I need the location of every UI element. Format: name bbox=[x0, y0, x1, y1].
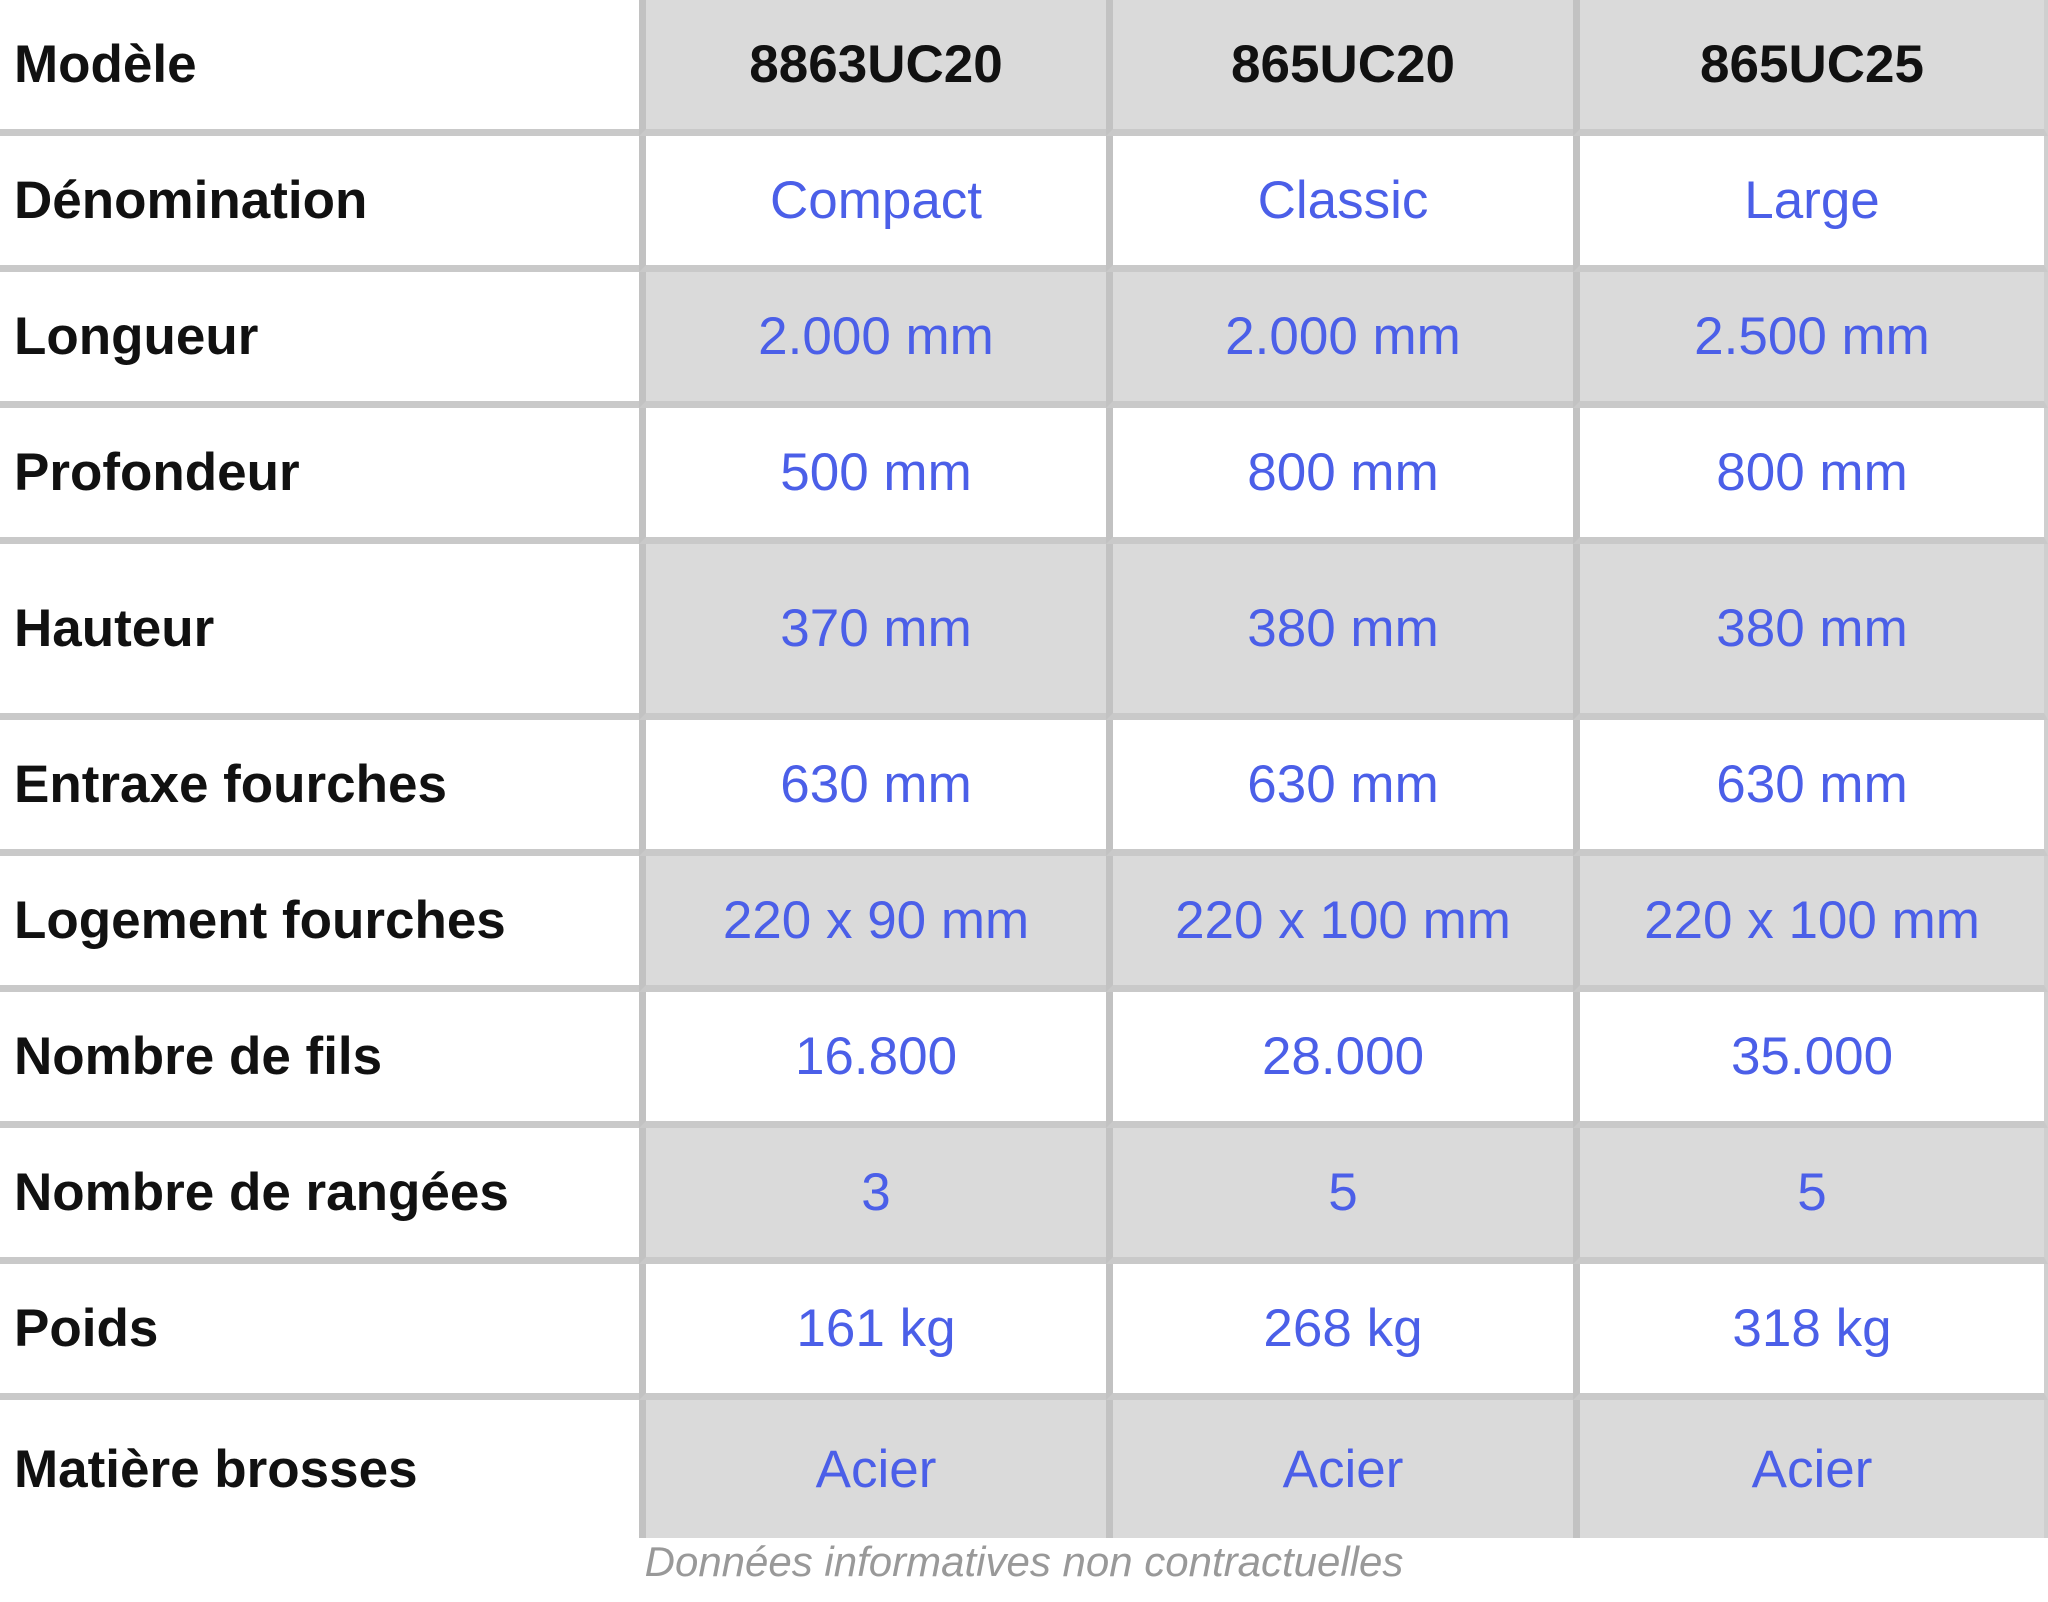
table-cell: 220 x 100 mm bbox=[1573, 856, 2048, 992]
table-cell: 500 mm bbox=[639, 408, 1106, 544]
table-cell: Acier bbox=[639, 1400, 1106, 1538]
table-cell: Classic bbox=[1106, 136, 1573, 272]
table-cell: 28.000 bbox=[1106, 992, 1573, 1128]
model-header-1: 8863UC20 bbox=[639, 0, 1106, 136]
model-header-2: 865UC20 bbox=[1106, 0, 1573, 136]
table-cell: 5 bbox=[1573, 1128, 2048, 1264]
row-label: Hauteur bbox=[0, 544, 639, 720]
table-cell: 161 kg bbox=[639, 1264, 1106, 1400]
table-cell: 630 mm bbox=[1573, 720, 2048, 856]
row-label: Matière brosses bbox=[0, 1400, 639, 1538]
table-cell: 2.500 mm bbox=[1573, 272, 2048, 408]
table-cell: Compact bbox=[639, 136, 1106, 272]
table-cell: Acier bbox=[1573, 1400, 2048, 1538]
table-cell: 220 x 100 mm bbox=[1106, 856, 1573, 992]
row-label: Profondeur bbox=[0, 408, 639, 544]
table-cell: 630 mm bbox=[1106, 720, 1573, 856]
model-header-3: 865UC25 bbox=[1573, 0, 2048, 136]
table-cell: 800 mm bbox=[1106, 408, 1573, 544]
row-label: Longueur bbox=[0, 272, 639, 408]
table-cell: 3 bbox=[639, 1128, 1106, 1264]
row-label: Poids bbox=[0, 1264, 639, 1400]
row-label: Entraxe fourches bbox=[0, 720, 639, 856]
table-cell: 2.000 mm bbox=[639, 272, 1106, 408]
table-cell: 380 mm bbox=[1573, 544, 2048, 720]
table-cell: 318 kg bbox=[1573, 1264, 2048, 1400]
table-cell: 35.000 bbox=[1573, 992, 2048, 1128]
row-label: Nombre de rangées bbox=[0, 1128, 639, 1264]
table-cell: 16.800 bbox=[639, 992, 1106, 1128]
table-cell: 370 mm bbox=[639, 544, 1106, 720]
row-label: Dénomination bbox=[0, 136, 639, 272]
table-cell: 5 bbox=[1106, 1128, 1573, 1264]
footnote: Données informatives non contractuelles bbox=[644, 1538, 1404, 1585]
table-cell: 630 mm bbox=[639, 720, 1106, 856]
table-cell: Acier bbox=[1106, 1400, 1573, 1538]
row-label: Nombre de fils bbox=[0, 992, 639, 1128]
table-cell: 220 x 90 mm bbox=[639, 856, 1106, 992]
table-cell: 800 mm bbox=[1573, 408, 2048, 544]
table-cell: Large bbox=[1573, 136, 2048, 272]
table-cell: 380 mm bbox=[1106, 544, 1573, 720]
header-label: Modèle bbox=[0, 0, 639, 136]
table-cell: 2.000 mm bbox=[1106, 272, 1573, 408]
row-label: Logement fourches bbox=[0, 856, 639, 992]
table-cell: 268 kg bbox=[1106, 1264, 1573, 1400]
